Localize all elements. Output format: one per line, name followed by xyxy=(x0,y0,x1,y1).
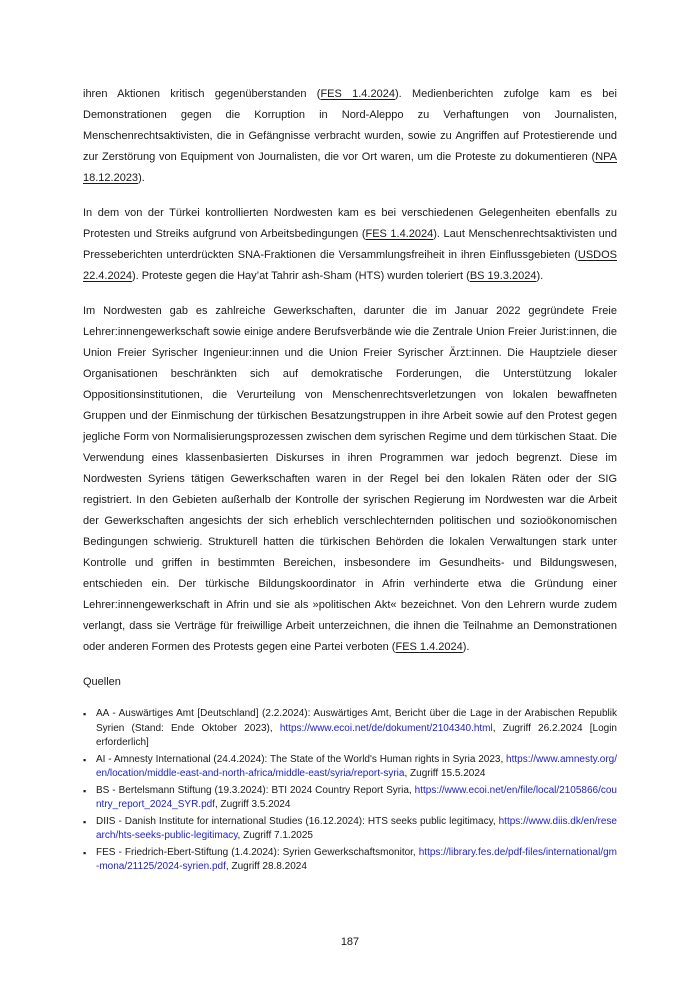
text-run: ). Proteste gegen die Hay’at Tahrir ash-Sham (HTS) wurden toleriert ( xyxy=(131,270,470,282)
source-ref[interactable]: FES 1.4.2024 xyxy=(395,641,463,653)
sources-list xyxy=(83,707,617,875)
text-run: FES - Friedrich-Ebert-Stiftung (1.4.2024): Syrien Gewerkschaftsmonitor, xyxy=(96,846,419,858)
source-item xyxy=(83,784,617,813)
text-run: In dem von der Türkei kontrollierten Nordwesten kam es bei verschiedenen Gelegenheiten ebenfalls zu Protesten und Streiks aufgrund von Arbeitsbedingungen ( xyxy=(83,207,617,240)
source-text xyxy=(96,708,617,748)
url-link[interactable]: https://www.ecoi.net/de/dokument/2104340.html xyxy=(279,722,493,734)
url-link[interactable]: https://www.diis.dk/en/research/hts-seeks-public-legitimacy xyxy=(96,815,617,841)
text-run: ihren Aktionen kritisch gegenüberstanden ( xyxy=(83,88,321,100)
text-run: ). Laut Menschenrechtsaktivisten und Presseberichten unterdrückten SNA-Fraktionen die Versammlungsfreiheit in ihren Einflussgebieten ( xyxy=(83,228,617,261)
source-ref[interactable]: FES 1.4.2024 xyxy=(320,88,395,100)
paragraph xyxy=(83,84,617,189)
source-ref[interactable]: NPA 18.12.2023 xyxy=(83,151,617,184)
url-link[interactable]: https://www.amnesty.org/en/location/middle-east-and-north-africa/middle-east/syria/report-syria xyxy=(96,753,617,779)
text-run: , Zugriff 28.8.2024 xyxy=(225,861,307,872)
url-link[interactable]: https://www.ecoi.net/en/file/local/2105866/country_report_2024_SYR.pdf xyxy=(96,784,617,810)
source-item xyxy=(83,707,617,751)
source-ref[interactable]: BS 19.3.2024 xyxy=(469,270,537,282)
source-text xyxy=(96,816,617,842)
body-text xyxy=(83,84,617,658)
source-ref[interactable]: USDOS 22.4.2024 xyxy=(83,249,617,282)
paragraph xyxy=(83,203,617,287)
text-run: Im Nordwesten gab es zahlreiche Gewerkschaften, darunter die im Januar 2022 gegründete Freie Lehrer:innengewerkschaft sowie einige andere Berufsverbände wie die Zentrale Union Freier Jurist:innen, die Union Freier Syrischer Ingenieur:innen und die Union Freier Syrischer Ärzt:innen. Die Hauptziele dieser Organisationen beschränkten sich auf demokratische Forderungen, die Unterstützung lokaler Oppositionsinstitutionen, die Verurteilung von Menschenrechtsverletzungen von lokalen bewaffneten Gruppen und der Einmischung der türkischen Besatzungstruppen in ihre Arbeit sowie auf den Protest gegen jegliche Form von Normalisierungsprozessen zwischen dem syrischen Regime und dem türkischen Staat. Die Verwendung eines klassenbasierten Diskurses in ihren Programmen war jedoch begrenzt. Diese im Nordwesten Syriens tätigen Gewerkschaften waren in der Regel bei den lokalen Räten oder der SIG registriert. In den Gebieten außerhalb der Kontrolle der syrischen Regierung im Nordwesten war die Arbeit der Gewerkschaften angesichts der sich erheblich verschlechternden politischen und sozioökonomischen Bedingungen schwierig. Strukturell hatten die türkischen Behörden die lokalen Verwaltungen stark unter Kontrolle und griffen in bestimmten Bereichen, insbesondere im Gesundheits- und Bildungswesen, entschieden ein. Der türkische Bildungskoordinator in Afrin verhinderte etwa die Gründung einer Lehrer:innengewerkschaft in Afrin und sie als »politischen Akt« bezeichnet. Von den Lehrern wurde zudem verlangt, dass sie Verträge für freiwillige Arbeit unterzeichnen, die ihnen die Teilnahme an Demonstrationen oder anderen Formen des Protests gegen eine Partei verboten ( xyxy=(83,305,617,653)
text-run: , Zugriff 26.2.2024 [Login erforderlich] xyxy=(96,722,617,748)
text-run: , Zugriff 3.5.2024 xyxy=(214,799,291,810)
bullet-icon: ▪ xyxy=(83,709,87,719)
source-item xyxy=(83,846,617,875)
text-run: , Zugriff 15.5.2024 xyxy=(404,768,486,779)
source-ref[interactable]: FES 1.4.2024 xyxy=(365,228,434,240)
bullet-icon: ▪ xyxy=(83,847,87,858)
source-text xyxy=(96,754,617,780)
text-run: AI - Amnesty International (24.4.2024): The State of the World's Human rights in Syria 2023, xyxy=(96,753,507,765)
bullet-icon: ▪ xyxy=(83,816,87,827)
text-run: ). Medienberichten zufolge kam es bei Demonstrationen gegen die Korruption in Nord-Aleppo zu Verhaftungen von Journalisten, Menschenrechtsaktivisten, die in Gefängnisse verbracht wurden, sowie zu Angriffen auf Protestierende und zur Zerstörung von Equipment von Journalisten, die vor Ort waren, um die Proteste zu dokumentieren ( xyxy=(83,88,617,163)
bullet-icon: ▪ xyxy=(83,785,87,796)
text-run: ). xyxy=(536,270,544,282)
sources-heading: Quellen xyxy=(83,676,121,688)
paragraph xyxy=(83,301,617,658)
source-text xyxy=(96,785,617,811)
text-run: ). xyxy=(138,172,145,184)
text-run: , Zugriff 7.1.2025 xyxy=(237,830,313,841)
source-item xyxy=(83,815,617,844)
bullet-icon: ▪ xyxy=(83,754,87,765)
page-number: 187 xyxy=(340,936,360,948)
text-run: DIIS - Danish Institute for international Studies (16.12.2024): HTS seeks public legitimacy, xyxy=(96,815,499,827)
url-link[interactable]: https://library.fes.de/pdf-files/international/gm-mona/21125/2024-syrien.pdf xyxy=(96,846,617,872)
text-run: ). xyxy=(462,641,470,653)
text-run: BS - Bertelsmann Stiftung (19.3.2024): BTI 2024 Country Report Syria, xyxy=(96,784,415,796)
text-run: AA - Auswärtiges Amt [Deutschland] (2.2.2024): Auswärtiges Amt, Bericht über die Lage in der Arabischen Republik Syrien (Stand: Ende Oktober 2023), xyxy=(96,708,617,734)
source-text xyxy=(96,847,617,873)
source-item xyxy=(83,753,617,782)
